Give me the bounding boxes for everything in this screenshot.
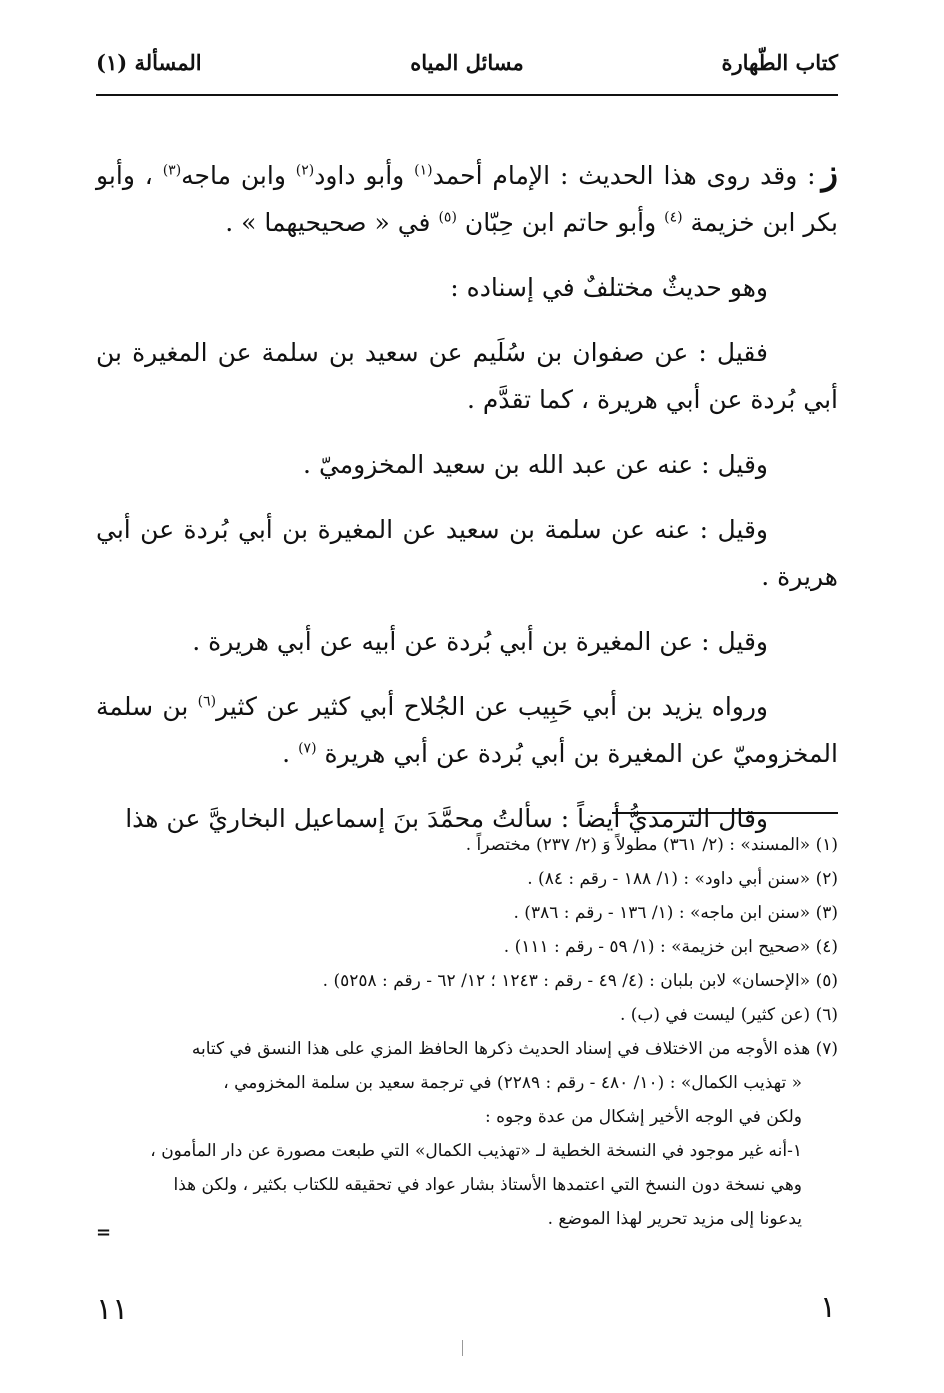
footnote-divider <box>612 812 838 814</box>
footnote-5: (٥) «الإحسان» لابن بلبان : (٤/ ٤٩ - رقم : ١٢٤٣ ؛ ١٢/ ٦٢ - رقم : ٥٢٥٨) . <box>322 971 838 991</box>
text-run: وأبو داود <box>314 161 415 190</box>
gutter-mark <box>462 1340 463 1356</box>
paragraph-first-chain: فقيل : عن صفوان بن سُلَيم عن سعيد بن سلمة عن المغيرة بن أبي بُردة عن أبي هريرة ، كما تقدَّم . <box>96 338 838 414</box>
text-run: . <box>282 739 299 768</box>
footnote-7-continued: « تهذيب الكمال» : (١٠/ ٤٨٠ - رقم : ٢٢٨٩) في ترجمة سعيد بن سلمة المخزومي ، <box>223 1073 802 1093</box>
footnote-4: (٤) «صحيح ابن خزيمة» : (١/ ٥٩ - رقم : ١١١) . <box>503 937 838 957</box>
lead-letter-mark: ز <box>821 153 838 193</box>
paragraph-narrators <box>96 150 838 246</box>
paragraph-second-chain: وقيل : عنه عن عبد الله بن سعيد المخزوميّ . <box>303 450 768 479</box>
header-issue-number: المسألة (١) <box>96 50 202 75</box>
paragraph-yazid-chain <box>96 683 838 777</box>
footnote-ref-5: (٥) <box>438 209 457 226</box>
main-text <box>96 150 838 860</box>
header-divider <box>96 94 838 96</box>
footnote-6: (٦) (عن كثير) ليست في (ب) . <box>619 1005 838 1025</box>
footnote-1: (١) «المسند» : (٢/ ٣٦١) مطولاً وَ (٢/ ٢٣٧) مختصراً . <box>465 835 838 855</box>
paragraph-third-chain: وقيل : عنه عن سلمة بن سعيد عن المغيرة بن أبي بُردة عن أبي هريرة . <box>96 515 838 591</box>
page-number: ١ <box>819 1290 836 1325</box>
text-run: وأبو حاتم ابن حِبّان <box>456 208 665 237</box>
paragraph-isnad-intro: وهو حديثٌ مختلفٌ في إسناده : <box>450 273 768 302</box>
text-run: في « صحيحيهما » . <box>225 208 439 237</box>
footnote-ref-2: (٢) <box>295 162 315 179</box>
footnote-ref-4: (٤) <box>664 209 683 226</box>
paragraph-tirmidhi: وقال الترمذيُّ أيضاً : سألتُ محمَّدَ بنَ إسماعيل البخاريَّ عن هذا <box>125 804 768 833</box>
footnote-7: (٧) هذه الأوجه من الاختلاف في إسناد الحديث ذكرها الحافظ المزي على هذا النسق في كتابه <box>191 1039 838 1059</box>
footnote-7-continued: يدعونا إلى مزيد تحرير لهذا الموضع . <box>547 1209 802 1229</box>
header-chapter-title: مسائل المياه <box>410 50 524 75</box>
continuation-mark: = <box>96 1222 112 1243</box>
footnote-3: (٣) «سنن ابن ماجه» : (١/ ١٣٦ - رقم : ٣٨٦) . <box>513 903 838 923</box>
text-run: ، وأبو بكر ابن خزيمة <box>96 161 838 237</box>
text-run: ورواه يزيد بن أبي حَبِيب عن الجُلاح أبي كثير عن كثير <box>216 692 768 721</box>
text-run: وابن ماجه <box>181 161 296 190</box>
text-run: بن سلمة المخزوميّ عن المغيرة بن أبي بُردة عن أبي هريرة <box>96 692 838 768</box>
footnote-7-continued: وهي نسخة دون النسخ التي اعتمدها الأستاذ بشار عواد في تحقيقه للكتاب بكثير ، ولكن هذا <box>173 1175 802 1195</box>
footnote-7-continued: ١-أنه غير موجود في النسخة الخطية لـ «تهذيب الكمال» التي طبعت مصورة عن دار المأمون ، <box>150 1141 802 1161</box>
footnotes <box>96 828 838 1236</box>
footnote-ref-1: (١) <box>414 162 433 179</box>
sheet-number: ١١ <box>96 1292 129 1327</box>
footnote-ref-7: (٧) <box>298 740 317 757</box>
header-book-title: كتاب الطّهارة <box>721 50 838 75</box>
running-header <box>96 50 838 84</box>
footnote-2: (٢) «سنن أبي داود» : (١/ ١٨٨ - رقم : ٨٤) . <box>527 869 838 889</box>
footnote-7-continued: ولكن في الوجه الأخير إشكال من عدة وجوه : <box>484 1107 802 1127</box>
footnote-ref-3: (٣) <box>162 162 182 179</box>
footnote-ref-6: (٦) <box>197 693 217 710</box>
text-run: : وقد روى هذا الحديث : الإمام أحمد <box>432 161 816 190</box>
paragraph-fourth-chain: وقيل : عن المغيرة بن أبي بُردة عن أبيه عن أبي هريرة . <box>192 627 768 656</box>
